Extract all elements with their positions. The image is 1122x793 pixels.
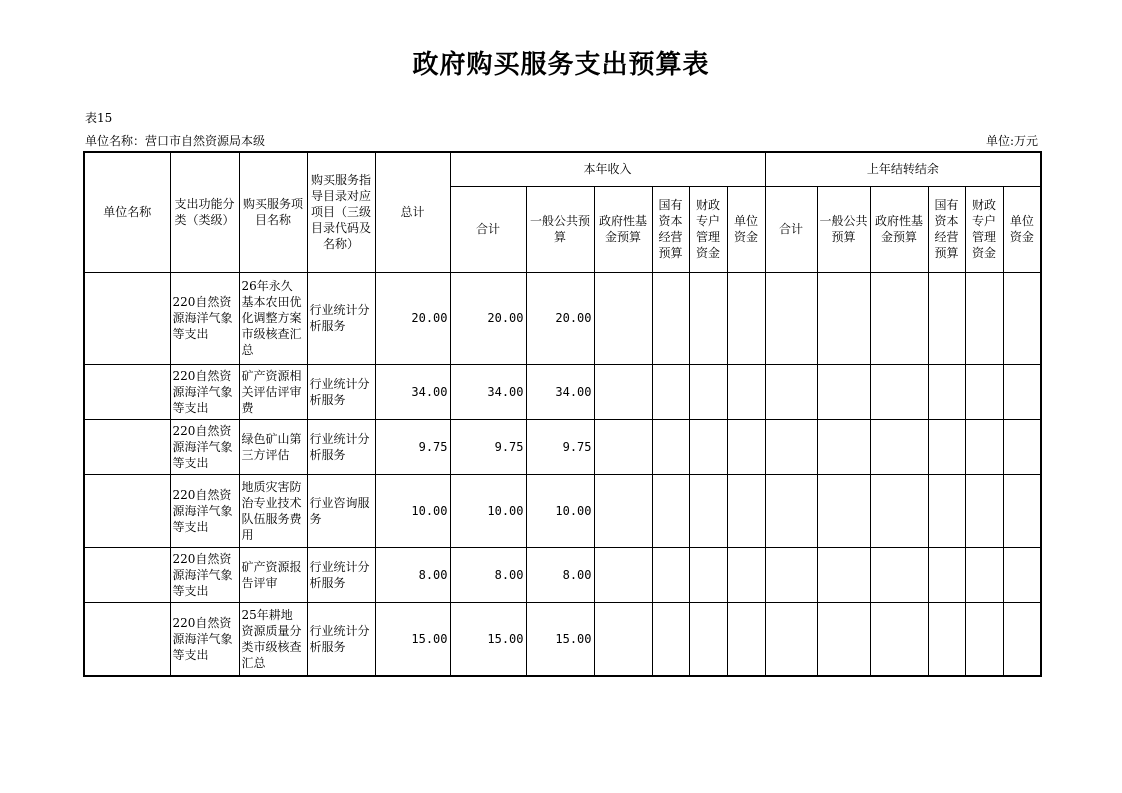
cell-empty [1003,419,1041,474]
cell-empty [765,364,817,419]
header-unit-name: 单位名称 [84,152,170,272]
cell-empty [965,419,1003,474]
cell-empty [928,547,965,602]
cell-empty [928,602,965,676]
cell-general: 10.00 [526,474,594,547]
header-this-year: 本年收入 [450,152,765,186]
cell-empty [594,602,652,676]
cell-empty [817,272,870,364]
cell-empty [652,272,689,364]
cell-sum: 9.75 [450,419,526,474]
cell-guide: 行业统计分析服务 [307,419,375,474]
cell-empty [689,602,727,676]
cell-general: 8.00 [526,547,594,602]
cell-empty [727,272,765,364]
cell-unit [84,602,170,676]
header-guide-item: 购买服务指导目录对应项目（三级目录代码及名称） [307,152,375,272]
cell-empty [1003,364,1041,419]
table-row [84,364,1041,419]
cell-general: 9.75 [526,419,594,474]
cell-empty [928,272,965,364]
cell-empty [817,364,870,419]
header-unit-fund: 单位资金 [727,186,765,272]
cell-empty [817,419,870,474]
cell-empty [928,364,965,419]
cell-empty [817,547,870,602]
cell-guide: 行业统计分析服务 [307,272,375,364]
cell-project: 26年永久基本农田优化调整方案市级核查汇总 [239,272,307,364]
cell-empty [689,474,727,547]
cell-general: 34.00 [526,364,594,419]
header-gov-fund: 政府性基金预算 [594,186,652,272]
cell-empty [689,272,727,364]
cell-empty [689,547,727,602]
cell-empty [1003,547,1041,602]
cell-empty [652,419,689,474]
cell-sum: 34.00 [450,364,526,419]
header-last-unit-fund: 单位资金 [1003,186,1041,272]
cell-empty [965,602,1003,676]
cell-func: 220自然资源海洋气象等支出 [170,474,239,547]
table-number: 表15 [85,111,113,125]
cell-empty [594,474,652,547]
cell-unit [84,419,170,474]
cell-func: 220自然资源海洋气象等支出 [170,547,239,602]
cell-sum: 15.00 [450,602,526,676]
cell-project: 矿产资源相关评估评审费 [239,364,307,419]
cell-empty [965,547,1003,602]
cell-empty [870,419,928,474]
cell-func: 220自然资源海洋气象等支出 [170,272,239,364]
cell-func: 220自然资源海洋气象等支出 [170,364,239,419]
cell-empty [594,364,652,419]
cell-unit [84,364,170,419]
cell-empty [689,364,727,419]
cell-empty [870,474,928,547]
cell-empty [817,602,870,676]
cell-empty [1003,602,1041,676]
cell-empty [727,474,765,547]
cell-total: 10.00 [375,474,450,547]
table-row [84,602,1041,676]
cell-empty [652,602,689,676]
cell-empty [870,547,928,602]
cell-total: 20.00 [375,272,450,364]
cell-empty [870,272,928,364]
budget-table [83,151,1042,677]
cell-unit [84,474,170,547]
cell-empty [652,474,689,547]
page-title: 政府购买服务支出预算表 [412,50,710,80]
cell-empty [594,547,652,602]
cell-empty [727,547,765,602]
cell-empty [727,602,765,676]
cell-guide: 行业咨询服务 [307,474,375,547]
cell-empty [965,474,1003,547]
cell-empty [1003,474,1041,547]
cell-empty [870,364,928,419]
currency-unit-label: 单位:万元 [985,134,1038,148]
cell-empty [965,364,1003,419]
table-row [84,272,1041,364]
cell-project: 地质灾害防治专业技术队伍服务费用 [239,474,307,547]
unit-name-label: 单位名称：营口市自然资源局本级 [85,134,266,148]
cell-general: 15.00 [526,602,594,676]
cell-empty [727,419,765,474]
header-row-1 [84,152,1041,186]
table-row [84,547,1041,602]
cell-unit [84,272,170,364]
cell-empty [928,419,965,474]
cell-guide: 行业统计分析服务 [307,364,375,419]
header-sum: 合计 [450,186,526,272]
cell-empty [689,419,727,474]
header-last-special: 财政专户管理资金 [965,186,1003,272]
header-last-general: 一般公共预算 [817,186,870,272]
cell-func: 220自然资源海洋气象等支出 [170,419,239,474]
cell-guide: 行业统计分析服务 [307,547,375,602]
cell-empty [870,602,928,676]
cell-empty [765,272,817,364]
cell-unit [84,547,170,602]
header-last-state-capital: 国有资本经营预算 [928,186,965,272]
cell-total: 9.75 [375,419,450,474]
cell-project: 矿产资源报告评审 [239,547,307,602]
cell-empty [765,474,817,547]
cell-empty [1003,272,1041,364]
cell-empty [727,364,765,419]
cell-project: 绿色矿山第三方评估 [239,419,307,474]
cell-empty [817,474,870,547]
cell-empty [765,602,817,676]
cell-empty [928,474,965,547]
cell-total: 15.00 [375,602,450,676]
header-total: 总计 [375,152,450,272]
cell-empty [594,419,652,474]
cell-sum: 10.00 [450,474,526,547]
cell-guide: 行业统计分析服务 [307,602,375,676]
header-func-class: 支出功能分类（类级） [170,152,239,272]
cell-empty [652,364,689,419]
cell-empty [594,272,652,364]
cell-func: 220自然资源海洋气象等支出 [170,602,239,676]
header-state-capital: 国有资本经营预算 [652,186,689,272]
cell-total: 8.00 [375,547,450,602]
cell-empty [765,547,817,602]
header-last-gov-fund: 政府性基金预算 [870,186,928,272]
header-project-name: 购买服务项目名称 [239,152,307,272]
cell-total: 34.00 [375,364,450,419]
cell-sum: 8.00 [450,547,526,602]
cell-project: 25年耕地资源质量分类市级核查汇总 [239,602,307,676]
cell-general: 20.00 [526,272,594,364]
cell-sum: 20.00 [450,272,526,364]
cell-empty [965,272,1003,364]
table-row [84,474,1041,547]
header-general: 一般公共预算 [526,186,594,272]
cell-empty [652,547,689,602]
table-row [84,419,1041,474]
cell-empty [765,419,817,474]
header-special: 财政专户管理资金 [689,186,727,272]
header-last-sum: 合计 [765,186,817,272]
header-last-year: 上年结转结余 [765,152,1041,186]
